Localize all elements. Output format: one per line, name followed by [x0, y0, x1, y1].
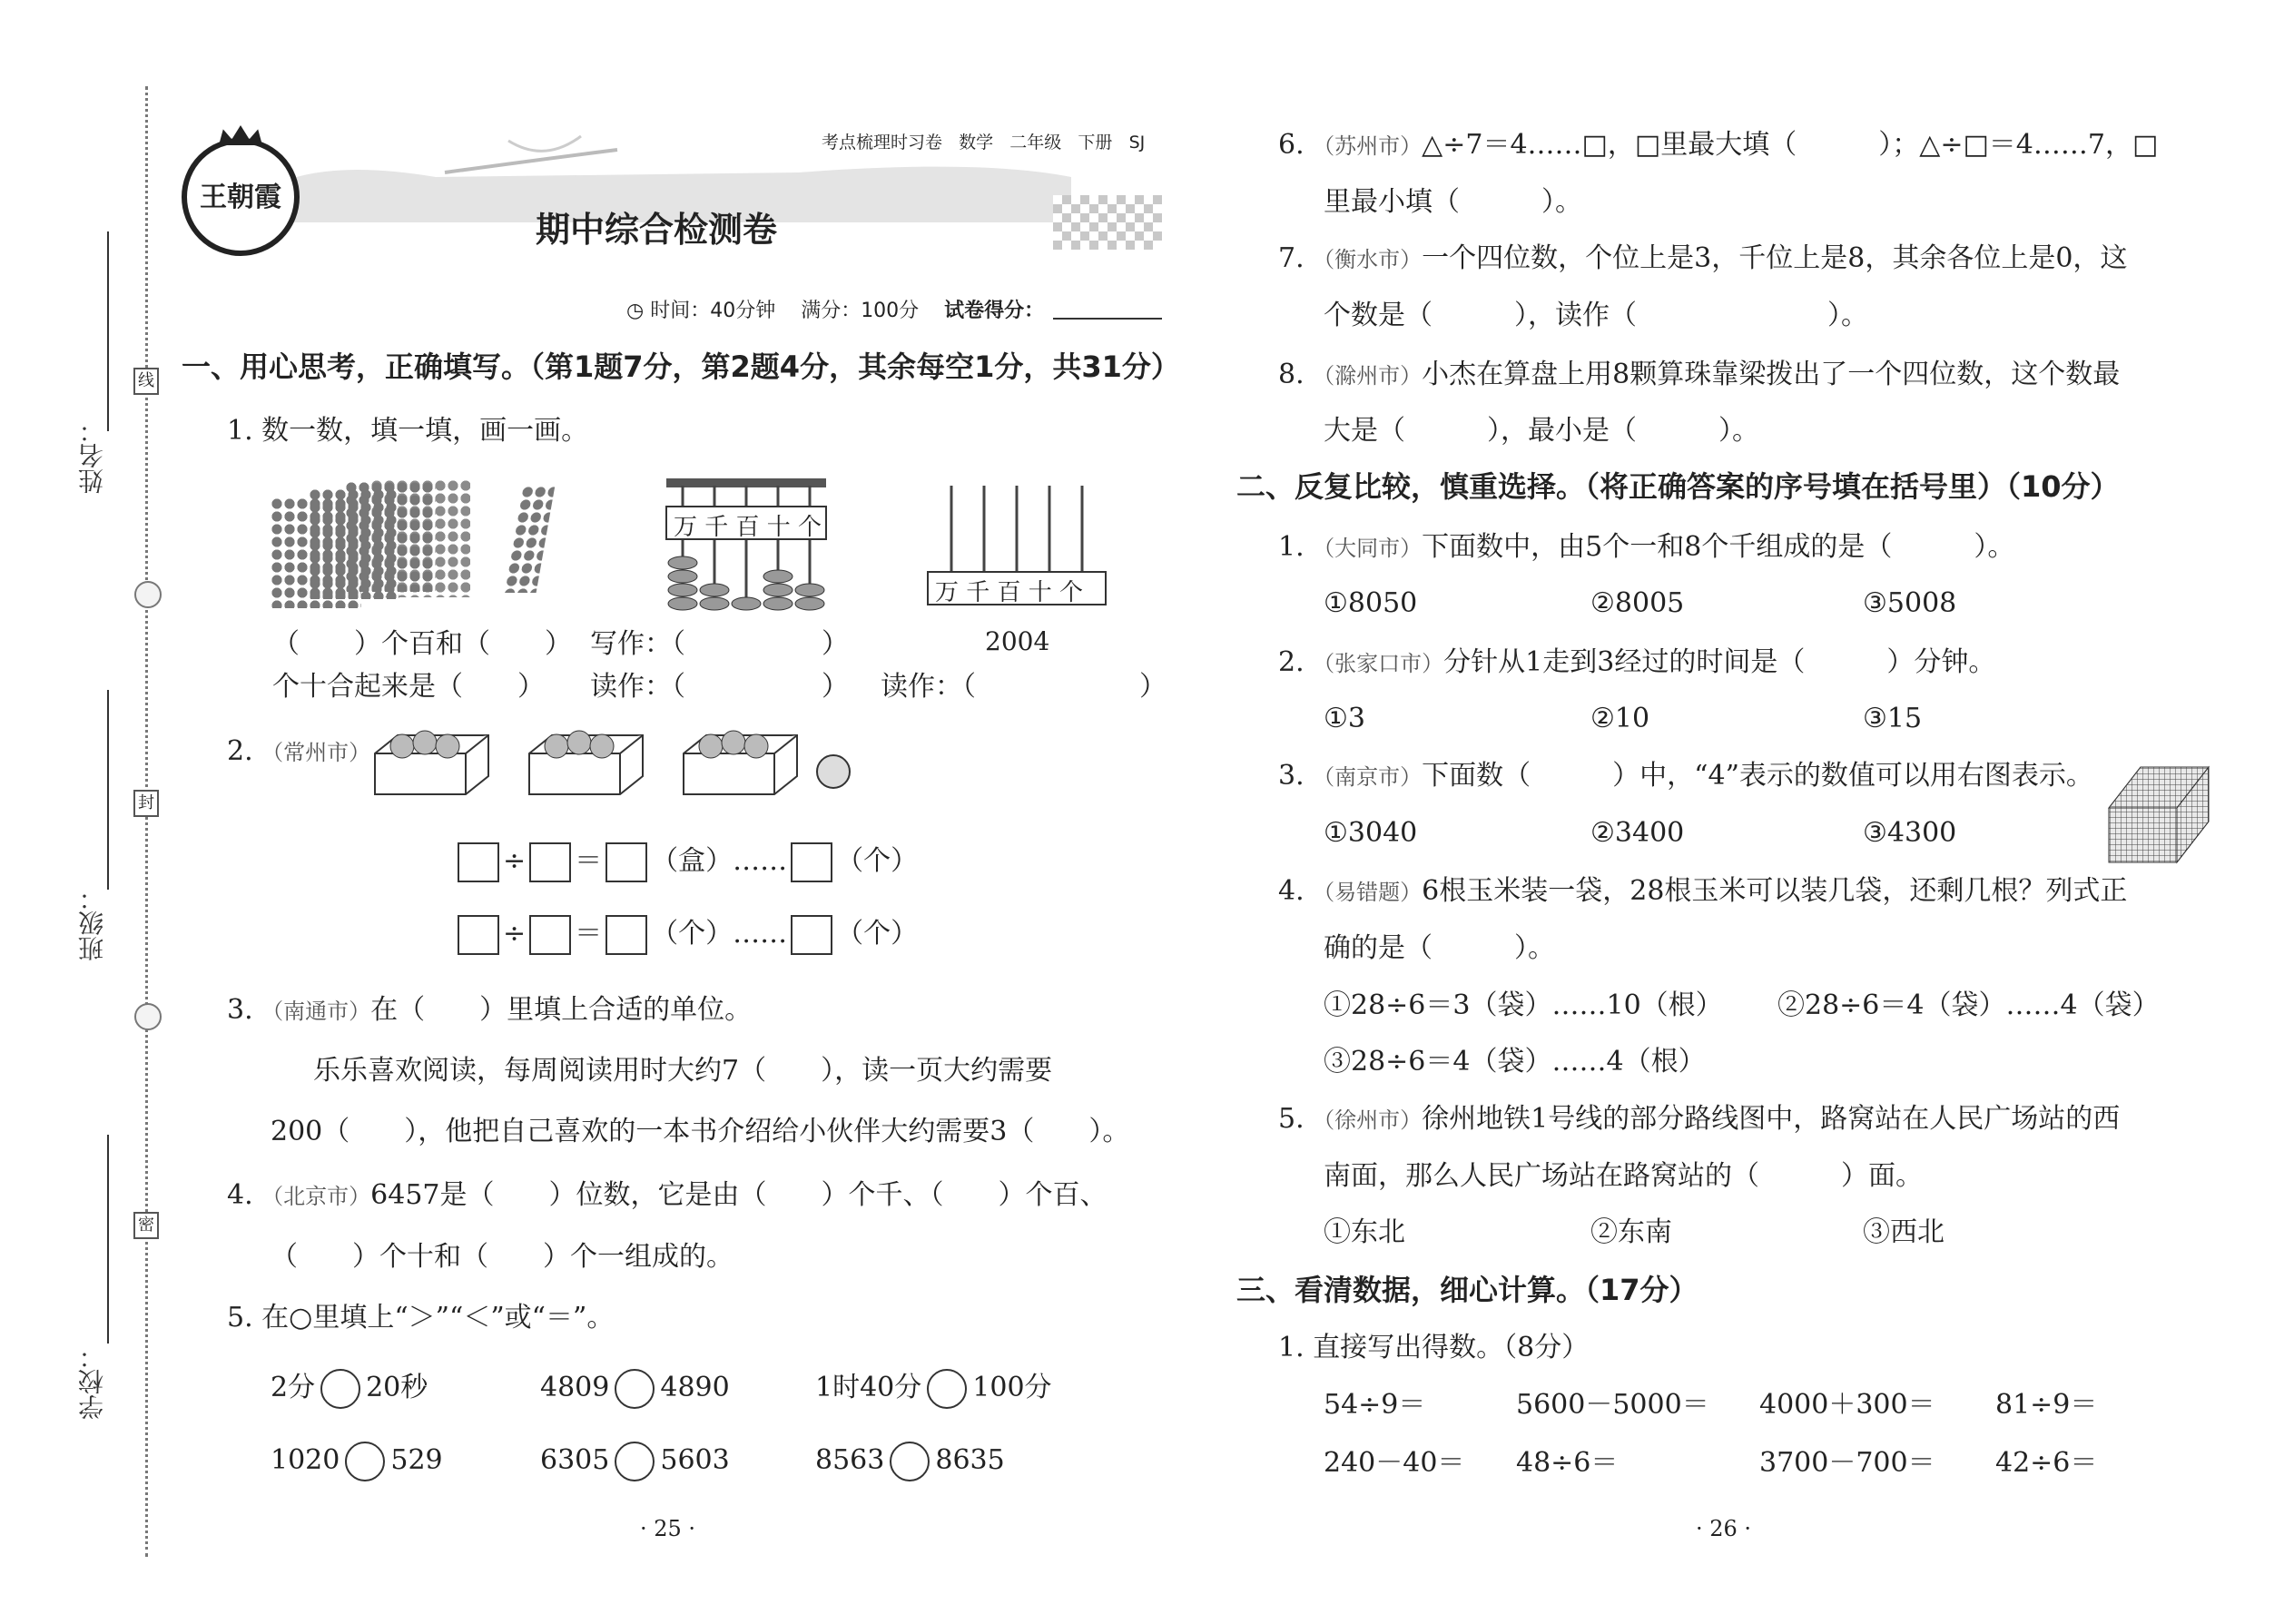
compare-right: 100分	[972, 1372, 1052, 1403]
q7-line2: 个数是（ ），读作（ ）。	[1324, 300, 1868, 331]
edition: SJ	[1128, 133, 1146, 153]
option[interactable]: ③5008	[1863, 587, 1957, 619]
q3-num: 3.	[227, 994, 253, 1026]
school-field	[107, 1135, 109, 1343]
option[interactable]: ②10	[1590, 703, 1650, 734]
logo	[182, 138, 300, 256]
number-2004: 2004	[985, 626, 1050, 656]
q2-equation-1: ÷ ＝ （盒）…… （个）	[454, 842, 918, 882]
compare-left: 6305	[540, 1444, 610, 1476]
s2q3-city: （南京市）	[1313, 764, 1423, 790]
calc-item[interactable]: 5600－5000＝	[1516, 1389, 1709, 1421]
compare-right: 529	[390, 1444, 443, 1476]
score-label: 试卷得分：	[944, 300, 1045, 322]
section1-title: 一、用心思考，正确填写。（第1题7分，第2题4分，其余每空1分，共31分）	[182, 349, 1180, 384]
volume: 下册	[1078, 133, 1113, 153]
option[interactable]: ③西北	[1863, 1216, 1944, 1248]
page-title: 期中综合检测卷	[536, 210, 778, 250]
answer-box[interactable]	[529, 842, 571, 882]
option[interactable]: ①3	[1324, 703, 1365, 734]
answer-box[interactable]	[458, 842, 499, 882]
subject: 数学	[959, 133, 994, 153]
option[interactable]: ①8050	[1324, 587, 1418, 619]
abacus-place-labels: 万 千 百 十 个	[674, 514, 822, 541]
q2-num: 2.	[227, 735, 253, 767]
s2q1-city: （大同市）	[1313, 536, 1423, 561]
logo-text: 王朝霞	[200, 182, 281, 213]
compare-circle[interactable]	[345, 1442, 385, 1481]
s2q4-num: 4.	[1278, 875, 1305, 907]
s2q1-num: 1.	[1278, 531, 1305, 563]
checker-decoration	[1053, 195, 1162, 250]
eq1-unit-box: （盒）……	[651, 845, 788, 877]
seal-mark-seal: 封	[133, 790, 159, 817]
page-number-left: · 25 ·	[640, 1516, 696, 1541]
name-label: 姓名：	[77, 418, 107, 494]
q2-equation-2: ÷ ＝ （个）…… （个）	[454, 915, 918, 955]
q6-text: △÷7＝4……□，□里最大填（ ）；△÷□＝4……7，□	[1422, 129, 2159, 161]
answer-box[interactable]	[791, 915, 832, 955]
q4-num: 4.	[227, 1179, 253, 1211]
seal-mark-secret: 密	[133, 1212, 159, 1239]
q7-line1	[1278, 241, 2127, 278]
s2q4-text: 6根玉米装一袋，28根玉米可以装几袋，还剩几根？列式正	[1422, 875, 2128, 907]
abacus2-place-labels: 万 千 百 十 个	[935, 579, 1084, 606]
option[interactable]: ③4300	[1863, 817, 1957, 849]
compare-right: 8635	[935, 1444, 1005, 1476]
q3-city: （南通市）	[261, 999, 371, 1024]
tens-rod	[504, 486, 556, 593]
option[interactable]: ①东北	[1324, 1216, 1405, 1248]
section2-title: 二、反复比较，慎重选择。（将正确答案的序号填在括号里）（10分）	[1236, 469, 2120, 504]
binding-knot-icon	[134, 1003, 162, 1030]
binding-margin	[0, 0, 163, 1624]
answer-box[interactable]	[605, 915, 647, 955]
s2q3-text: 下面数（ ）中，“4”表示的数值可以用右图表示。	[1422, 760, 2093, 792]
answer-box[interactable]	[791, 842, 832, 882]
q5-text: 5. 在○里填上“＞”“＜”或“＝”。	[227, 1302, 615, 1334]
eq2-unit-2: （个）	[836, 918, 919, 950]
q1-text: 1. 数一数，填一填，画一画。	[227, 415, 589, 447]
answer-box[interactable]	[458, 915, 499, 955]
ball-boxes	[370, 726, 861, 808]
s2q2-city: （张家口市）	[1313, 651, 1444, 676]
s2q2-text: 分针从1走到3经过的时间是（ ）分钟。	[1443, 646, 1996, 678]
q3-header	[227, 992, 752, 1029]
q1-read-field-1[interactable]: 读作：（ ）	[590, 671, 849, 703]
q4-line1	[227, 1177, 1108, 1215]
compare-right: 5603	[660, 1444, 730, 1476]
compare-right: 4890	[660, 1372, 730, 1403]
calc-item[interactable]: 54÷9＝	[1324, 1389, 1426, 1421]
s2-q5-line1	[1278, 1101, 2120, 1138]
s2q2-num: 2.	[1278, 646, 1305, 678]
calc-item[interactable]: 48÷6＝	[1516, 1447, 1619, 1479]
option[interactable]: ③15	[1863, 703, 1923, 734]
q7-text: 一个四位数，个位上是3，千位上是8，其余各位上是0，这	[1422, 242, 2128, 274]
q8-num: 8.	[1278, 359, 1305, 390]
s2-q4-line1	[1278, 873, 2127, 910]
q4-text: 6457是（ ）位数，它是由（ ）个千、（ ）个百、	[370, 1179, 1108, 1211]
q1-fill-hundreds: （ ）个百和（ ）	[272, 628, 572, 660]
compare-left: 1时40分	[815, 1372, 922, 1403]
s2q4-city: （易错题）	[1313, 880, 1423, 905]
compare-right: 20秒	[366, 1372, 428, 1403]
q4-line2: （ ）个十和（ ）个一组成的。	[271, 1241, 733, 1273]
thousand-cubes	[2104, 763, 2213, 867]
class-field	[107, 690, 109, 890]
abacus-counter	[665, 477, 828, 613]
q3-text: 在（ ）里填上合适的单位。	[370, 994, 753, 1026]
option[interactable]: ①3040	[1324, 817, 1418, 849]
s2q5-num: 5.	[1278, 1103, 1305, 1135]
compare-item	[271, 1369, 428, 1409]
q8-line1	[1278, 357, 2120, 394]
calc-item[interactable]: 42÷6＝	[1995, 1447, 2098, 1479]
compare-left: 1020	[271, 1444, 340, 1476]
clock-icon: ◷	[626, 300, 645, 322]
name-field	[107, 231, 109, 431]
calc-item[interactable]: 240－40＝	[1324, 1447, 1465, 1479]
compare-left: 8563	[815, 1444, 885, 1476]
q7-num: 7.	[1278, 242, 1305, 274]
series-name: 考点梳理时习卷	[822, 133, 943, 153]
s2-q3	[1278, 758, 2093, 795]
option[interactable]: ②28÷6＝4（袋）……4（袋）	[1777, 989, 2160, 1021]
s3-q1-text: 1. 直接写出得数。（8分）	[1278, 1332, 1590, 1363]
q6-num: 6.	[1278, 129, 1305, 161]
q6-city: （苏州市）	[1313, 133, 1423, 159]
full-score: 满分：100分	[801, 300, 920, 322]
compare-circle[interactable]	[927, 1369, 967, 1409]
compare-circle[interactable]	[615, 1369, 655, 1409]
option[interactable]: ③28÷6＝4（袋）……4（根）	[1324, 1046, 1706, 1078]
binding-knot-icon	[134, 581, 162, 608]
compare-circle[interactable]	[320, 1369, 360, 1409]
compare-circle[interactable]	[890, 1442, 930, 1481]
calc-item[interactable]: 4000＋300＝	[1759, 1389, 1935, 1421]
grade: 二年级	[1009, 133, 1062, 153]
q3-line2: 200（ ），他把自己喜欢的一本书介绍给小伙伴大约需要3（ ）。	[271, 1116, 1130, 1147]
compare-item	[815, 1369, 1052, 1409]
q7-city: （衡水市）	[1313, 247, 1423, 272]
calc-item[interactable]: 3700－700＝	[1759, 1447, 1935, 1479]
s2q1-text: 下面数中，由5个一和8个千组成的是（ ）。	[1422, 531, 2015, 563]
page-number-right: · 26 ·	[1696, 1516, 1752, 1541]
option[interactable]: ②3400	[1590, 817, 1685, 849]
q3-line1: 乐乐喜欢阅读，每周阅读用时大约7（ ），读一页大约需要	[313, 1055, 1053, 1087]
answer-box[interactable]	[605, 842, 647, 882]
class-label: 班级：	[77, 885, 107, 961]
s2-q4-line2: 确的是（ ）。	[1324, 932, 1555, 964]
q4-city: （北京市）	[261, 1184, 371, 1209]
q1-read-field-2[interactable]: 读作：（ ）	[881, 671, 1167, 703]
q2-city: （常州市）	[261, 740, 371, 765]
school-label: 学校：	[77, 1343, 107, 1420]
compare-left: 2分	[271, 1372, 316, 1403]
s2q5-text: 徐州地铁1号线的部分路线图中，路窝站在人民广场站的西	[1422, 1103, 2121, 1135]
q1-write-field[interactable]: 写作：（ ）	[590, 628, 849, 660]
compare-item	[540, 1369, 730, 1409]
s2-q1	[1278, 529, 2014, 566]
time-limit: 时间：40分钟	[650, 300, 776, 322]
cut-line	[145, 86, 148, 1557]
s2-q5-line2: 南面，那么人民广场站在路窝站的（ ）面。	[1324, 1160, 1923, 1192]
compare-item	[815, 1442, 1005, 1481]
compare-item	[540, 1442, 730, 1481]
q8-text: 小杰在算盘上用8颗算珠靠梁拨出了一个四位数，这个数最	[1422, 359, 2121, 390]
q8-city: （滁州市）	[1313, 363, 1423, 389]
q6-line2: 里最小填（ ）。	[1324, 186, 1582, 218]
q6-line1	[1278, 127, 2158, 164]
option[interactable]: ②东南	[1590, 1216, 1672, 1248]
q2-number	[227, 733, 370, 771]
eq1-unit-piece: （个）	[836, 845, 919, 877]
q8-line2: 大是（ ），最小是（ ）。	[1324, 415, 1759, 447]
answer-box[interactable]	[529, 915, 571, 955]
q1-fill-tens: 个十合起来是（ ）	[272, 671, 545, 703]
option[interactable]: ①28÷6＝3（袋）……10（根）	[1324, 989, 1723, 1021]
compare-circle[interactable]	[615, 1442, 655, 1481]
s2q3-num: 3.	[1278, 760, 1305, 792]
hundreds-block	[370, 479, 470, 597]
s2-q2	[1278, 645, 1995, 682]
series-info	[822, 129, 1145, 153]
eq2-unit-1: （个）……	[651, 918, 788, 950]
calc-item[interactable]: 81÷9＝	[1995, 1389, 2098, 1421]
score-field[interactable]	[1053, 318, 1162, 320]
volleyball-icon	[817, 755, 850, 788]
option[interactable]: ②8005	[1590, 587, 1685, 619]
section3-title: 三、看清数据，细心计算。（17分）	[1236, 1273, 1698, 1307]
exam-meta	[626, 295, 1044, 323]
compare-left: 4809	[540, 1372, 610, 1403]
compare-item	[271, 1442, 443, 1481]
seal-mark-line: 线	[133, 368, 159, 395]
s2q5-city: （徐州市）	[1313, 1107, 1423, 1133]
